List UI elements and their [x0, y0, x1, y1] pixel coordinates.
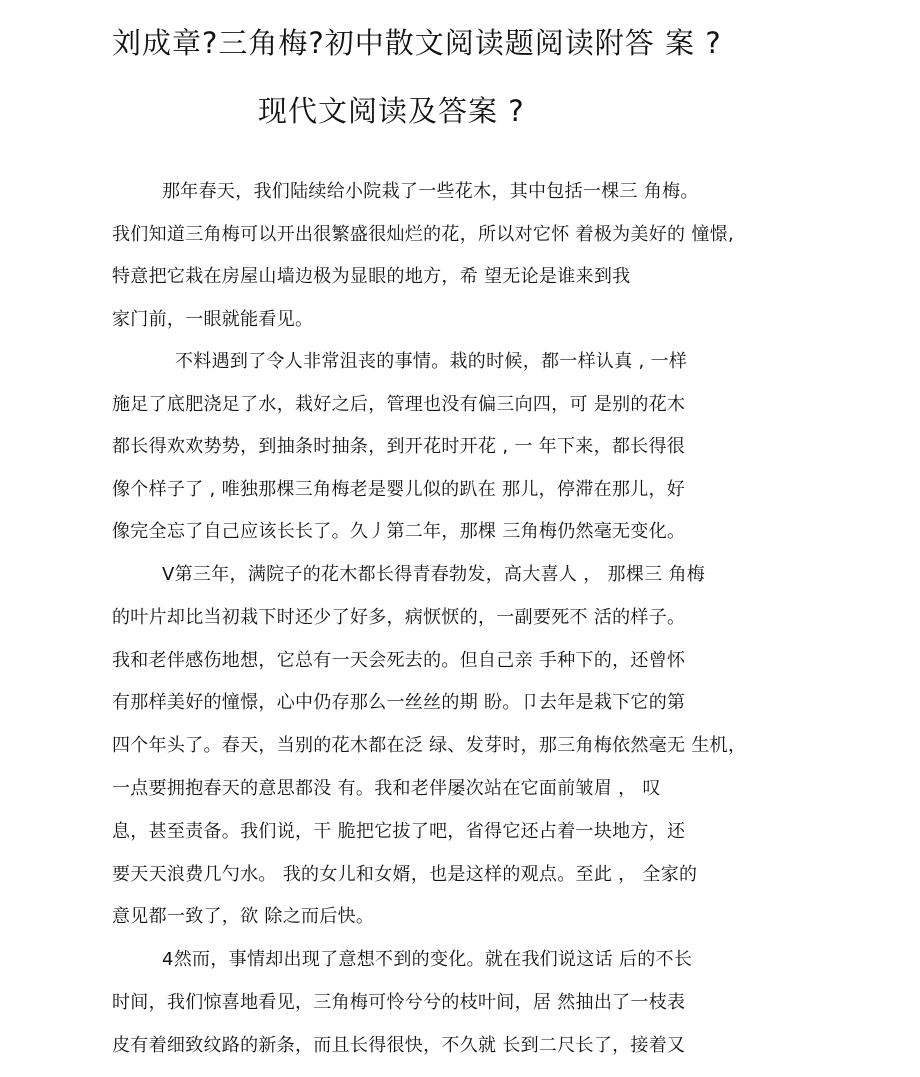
paragraph-line: 我们知道三角梅可以开出很繁盛很灿烂的花，所以对它怀 着极为美好的 憧憬,	[112, 224, 734, 245]
paragraph-line: 不料遇到了令人非常沮丧的事情。栽的时候，都一样认真 , 一样	[175, 351, 688, 372]
paragraph-line: 的叶片却比当初栽下时还少了好多，病恹恹的，一副要死不 活的样子。	[112, 607, 686, 628]
paragraph-line: 一点要拥抱春天的意思都没 有。我和老伴屡次站在它面前皱眉 ， 叹	[112, 778, 661, 799]
paragraph-line: 家门前，一眼就能看见。	[112, 309, 314, 330]
document-title-line-1: 刘成章?三角梅?初中散文阅读题阅读附答 案 ?	[112, 26, 722, 60]
paragraph-line: 四个年头了。春天，当别的花木都在泛 绿、发芽时，那三角梅依然毫无 生机，	[112, 735, 747, 756]
paragraph-line: 有那样美好的憧憬，心中仍存那么一丝丝的期 盼。卩去年是栽下它的第	[112, 692, 686, 713]
paragraph-line: 我和老伴感伤地想，它总有一天会死去的。但自己亲 手种下的，还曾怀	[112, 650, 686, 671]
paragraph-line: 像个样子了 , 唯独那棵三角梅老是婴儿似的趴在 那儿，停滞在那儿，好	[112, 479, 686, 500]
paragraph-line: 像完全忘了自己应该长长了。久丿第二年，那棵 三角梅仍然毫无变化。	[112, 521, 686, 542]
paragraph-line: 特意把它栽在房屋山墙边极为显眼的地方，希 望无论是谁来到我	[112, 266, 631, 287]
paragraph-line: V第三年，满院子的花木都长得青春勃发，高大喜人 ， 那棵三 角梅	[162, 564, 706, 585]
paragraph-line: 那年春天，我们陆续给小院栽了一些花木，其中包括一棵三 角梅。	[162, 181, 699, 202]
paragraph-line: 4然而，事情却出现了意想不到的变化。就在我们说这话 后的不长	[162, 949, 693, 970]
paragraph-line: 皮有着细致纹路的新条，而且长得很快，不久就 长到二尺长了，接着又	[112, 1035, 686, 1056]
paragraph-line: 意见都一致了，欲 除之而后快。	[112, 906, 375, 927]
document-title-line-2: 现代文阅读及答案 ?	[258, 94, 525, 128]
paragraph-line: 施足了底肥浇足了水，栽好之后，管理也没有偏三向四，可 是别的花木	[112, 394, 686, 415]
paragraph-line: 都长得欢欢势势，到抽条时抽条，到开花时开花 , 一 年下来，都长得很	[112, 436, 686, 457]
paragraph-line: 息，甚至责备。我们说，干 脆把它拔了吧，省得它还占着一块地方，还	[112, 821, 686, 842]
paragraph-line: 时间，我们惊喜地看见，三角梅可怜兮兮的枝叶间，居 然抽出了一枝表	[112, 992, 686, 1013]
paragraph-line: 要天天浪费几勺水。 我的女儿和女婿，也是这样的观点。至此 ， 全家的	[112, 864, 698, 885]
